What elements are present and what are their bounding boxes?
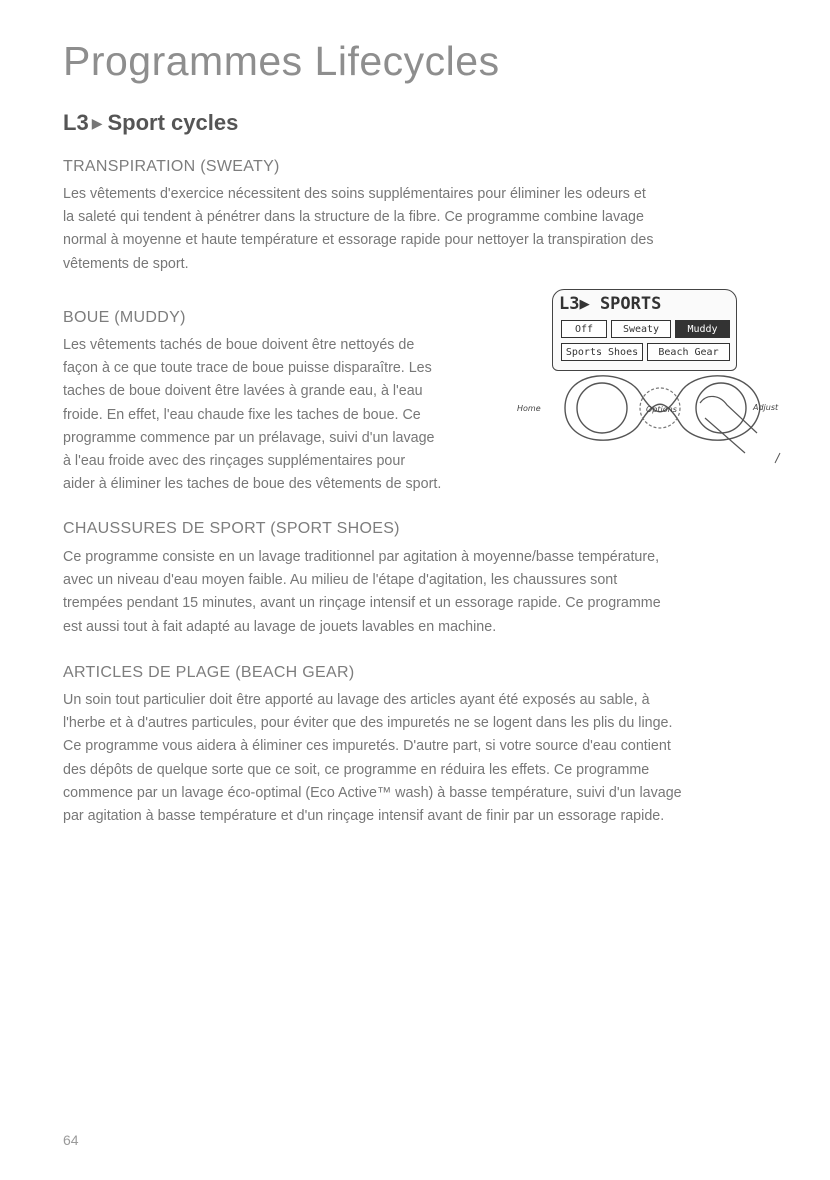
beach-line: par agitation à basse température et d'un rinçage intensif avant de finir par un essorage rapide. [63,808,665,825]
beach-line: des dépôts de quelque sorte que ce soit, ce programme en réduira les effets. Ce programme [63,761,650,778]
shoes-paragraph [63,546,661,639]
beach-line: Un soin tout particulier doit être apporté au lavage des articles ayant été exposés au sable, à [63,692,650,708]
section-code: L3 [63,110,89,135]
lcd-off-button: Off [561,320,607,338]
shoes-line: trempées pendant 15 minutes, avant un rinçage intensif et un essorage rapide. Ce programme [63,595,661,612]
home-knob [577,383,627,433]
sweaty-line: vêtements de sport. [63,255,189,272]
adjust-label: Adjust [753,403,779,412]
beach-line: l'herbe et à d'autres particules, pour éviter que des impuretés ne se logent dans les plis du linge. [63,715,673,732]
beach-line: Ce programme vous aidera à éliminer ces impuretés. D'autre part, si votre source d'eau contient [63,738,671,755]
sweaty-paragraph [63,183,654,276]
muddy-line: programme commence par un prélavage, suivi d'un lavage [63,429,435,446]
shoes-line: Ce programme consiste en un lavage traditionnel par agitation à moyenne/basse température, [63,549,660,565]
options-label: Options [646,405,677,414]
lcd-muddy-button: Muddy [675,320,730,338]
muddy-paragraph [63,334,441,496]
lcd-title: L3▶ SPORTS [559,294,662,314]
muddy-line: froide. En effet, l'eau chaude fixe les taches de boue. Ce [63,406,421,423]
sweaty-line: Les vêtements d'exercice nécessitent des soins supplémentaires pour éliminer les odeurs et [63,186,646,202]
muddy-line: aider à éliminer les taches de boue des vêtements de sport. [63,476,442,493]
lcd-sports-shoes-button: Sports Shoes [561,343,643,361]
lcd-beach-gear-button: Beach Gear [647,343,730,361]
beach-paragraph [63,689,682,828]
sweaty-line: la saleté qui tendent à pénétrer dans la structure de la fibre. Ce programme combine lavage [63,209,644,226]
lcd-sweaty-button: Sweaty [611,320,671,338]
sweaty-heading: TRANSPIRATION (SWEATY) [63,158,280,175]
page-title: Programmes Lifecycles [63,38,500,84]
home-label: Home [517,404,541,413]
shoes-heading: CHAUSSURES DE SPORT (SPORT SHOES) [63,520,400,537]
muddy-line: taches de boue doivent être lavées à grande eau, à l'eau [63,383,423,400]
pointing-hand-icon [700,396,757,453]
beach-heading: ARTICLES DE PLAGE (BEACH GEAR) [63,664,355,681]
sweaty-line: normal à moyenne et haute température et essorage rapide pour nettoyer la transpiration des [63,232,654,249]
section-title [63,110,238,136]
section-name: Sport cycles [107,110,239,135]
control-buttons-drawing [495,283,795,493]
hand-detail [775,453,780,463]
play-arrow-icon: ▶ [91,114,103,131]
muddy-line: à l'eau froide avec des rinçages supplémentaires pour [63,453,406,470]
control-panel-illustration [495,283,795,493]
muddy-line: façon à ce que toute trace de boue puisse disparaître. Les [63,360,432,377]
adjust-knob [696,383,746,433]
page-number: 64 [63,1132,79,1148]
muddy-heading: BOUE (MUDDY) [63,309,186,326]
muddy-line: Les vêtements tachés de boue doivent être nettoyés de [63,337,415,353]
beach-line: commence par un lavage éco-optimal (Eco Active™ wash) à basse température, suivi d'un lavage [63,784,682,801]
shoes-line: est aussi tout à fait adapté au lavage de jouets lavables en machine. [63,618,497,635]
shoes-line: avec un niveau d'eau moyen faible. Au milieu de l'étape d'agitation, les chaussures sont [63,572,618,589]
